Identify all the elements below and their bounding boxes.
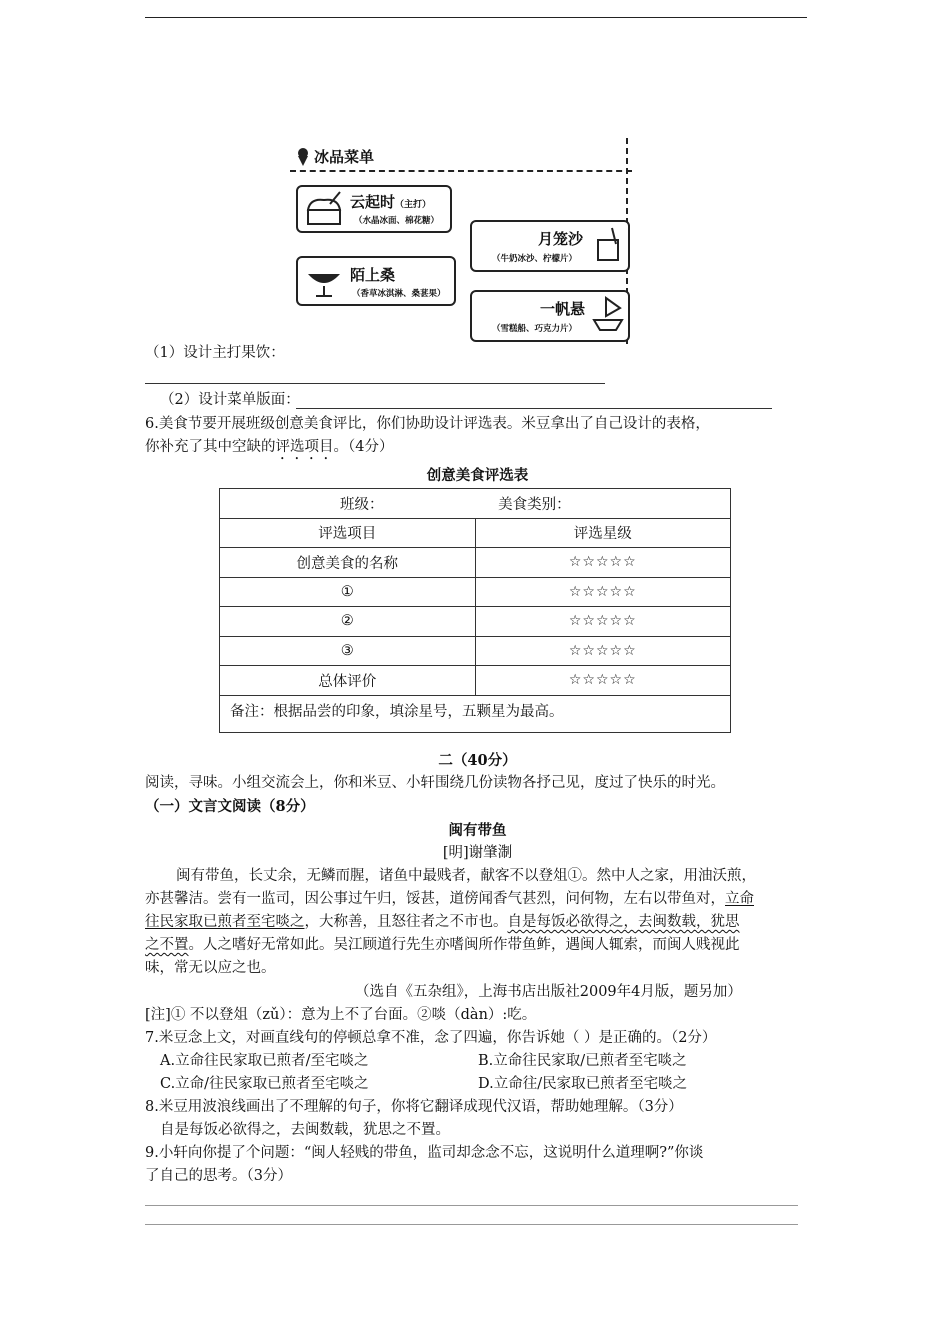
q7-option-b[interactable]: B.立命往民家取/已煎者至宅啖之 xyxy=(478,1053,687,1069)
q5-sub2: （2）设计菜单版面： xyxy=(160,392,300,408)
table-row: ③ ☆☆☆☆☆ xyxy=(220,636,731,666)
table-row: 创意美食的名称 ☆☆☆☆☆ xyxy=(220,548,731,578)
q7-option-a[interactable]: A.立命往民家取已煎者/至宅啖之 xyxy=(160,1053,369,1069)
menu-item-desc: （雪糕船、巧克力片） xyxy=(492,324,578,334)
category-label: 美食类别： xyxy=(498,496,571,513)
passage-line-4: 之不置。人之嗜好无常如此。吴江顾道行先生亦嗜闽所作带鱼鲊，遇闽人辄索，而闽人贱视此 xyxy=(145,937,740,953)
part1-title: （一）文言文阅读（8分） xyxy=(145,798,315,815)
section2-title: 二（40分） xyxy=(438,752,517,769)
menu-item-desc: （水晶冰面、棉花糖） xyxy=(354,216,440,226)
menu-card-yifanxuan xyxy=(470,290,630,342)
q5-sub1: （1）设计主打果饮： xyxy=(145,345,285,361)
q7-stem: 7.米豆念上文，对画直线句的停顿总拿不准，念了四遍，你告诉她（ ）是正确的。（2分） xyxy=(145,1030,717,1046)
menu-dash-divider xyxy=(290,170,632,172)
table-note: 备注：根据品尝的印象，填涂星号，五颗星为最高。 xyxy=(220,695,731,732)
bowl-icon xyxy=(302,190,346,228)
table-title: 创意美食评选表 xyxy=(426,467,529,484)
menu-card-moshangsang xyxy=(296,256,456,306)
table-header-row xyxy=(220,489,731,519)
passage-line-5: 味，常无以应之也。 xyxy=(145,960,276,976)
section2-intro: 阅读，寻味。小组交流会上，你和米豆、小轩围绕几份读物各抒己见，度过了快乐的时光。 xyxy=(145,775,725,791)
q6-line1: 6.美食节要开展班级创意美食评比，你们协助设计评选表。米豆拿出了自己设计的表格， xyxy=(145,416,710,432)
table-row: ② ☆☆☆☆☆ xyxy=(220,607,731,637)
straight-underline-part2: 往民家取已煎者至宅啖之 xyxy=(145,914,305,930)
answer-line-1[interactable] xyxy=(145,383,605,384)
q7-option-d[interactable]: D.立命往/民家取已煎者至宅啖之 xyxy=(478,1076,688,1092)
col-head-item: 评选项目 xyxy=(220,518,476,548)
star-rating[interactable]: ☆☆☆☆☆ xyxy=(475,548,731,578)
ice-cream-cone-icon xyxy=(296,147,310,167)
q7-option-c[interactable]: C.立命/往民家取已煎者至宅啖之 xyxy=(160,1076,369,1092)
sailboat-icon xyxy=(592,296,624,334)
passage-author: [明]谢肇淛 xyxy=(442,845,513,861)
menu-title: 冰品菜单 xyxy=(314,148,375,166)
star-rating[interactable]: ☆☆☆☆☆ xyxy=(475,666,731,696)
q9-line2: 了自己的思考。（3分） xyxy=(145,1168,292,1184)
menu-card-yunqishi xyxy=(296,185,452,233)
evaluation-table xyxy=(219,488,731,733)
menu-item-name: 一帆悬 xyxy=(540,300,586,318)
ice-menu-image xyxy=(290,138,632,344)
answer-line-3[interactable] xyxy=(145,1205,798,1206)
q6-line2: 你补充了其中空缺的评选项目。（4分） xyxy=(145,439,394,455)
menu-item-desc: （牛奶冰沙、柠檬片） xyxy=(492,254,578,264)
q8-sentence: 自是每饭必欲得之，去闽数载，犹思之不置。 xyxy=(160,1122,450,1138)
col-head-star: 评选星级 xyxy=(475,518,731,548)
top-rule xyxy=(145,17,807,18)
menu-card-yuelongsha xyxy=(470,220,630,272)
answer-line-4[interactable] xyxy=(145,1224,798,1225)
wavy-underline-part1: 自是每饭必欲得之，去闽数载，犹思 xyxy=(507,914,740,930)
q8-stem: 8.米豆用波浪线画出了不理解的句子，你将它翻译成现代汉语，帮助她理解。（3分） xyxy=(145,1099,683,1115)
star-rating[interactable]: ☆☆☆☆☆ xyxy=(475,607,731,637)
straight-underline-part1: 立命 xyxy=(725,891,754,907)
passage-title: 闽有带鱼 xyxy=(448,822,507,839)
q9-line1: 9.小轩向你提了个问题：“闽人轻贱的带鱼，监司却念念不忘，这说明什么道理啊?”你谈 xyxy=(145,1145,704,1161)
menu-item-tag: （主打） xyxy=(395,200,432,210)
menu-item-name: 月笼沙 xyxy=(538,230,584,248)
table-row: ① ☆☆☆☆☆ xyxy=(220,577,731,607)
q6-emphasis: 评选项目 xyxy=(275,439,334,455)
goblet-icon xyxy=(304,262,344,300)
class-label: 班级： xyxy=(340,496,384,513)
menu-item-desc: （香草冰淇淋、桑葚果） xyxy=(352,289,446,299)
answer-line-2[interactable] xyxy=(296,408,772,409)
menu-item-name: 云起时 xyxy=(350,193,396,211)
passage-line-2: 亦甚馨洁。尝有一监司，因公事过午归，馁甚，道傍闻香气甚烈，问何物，左右以带鱼对，立命 xyxy=(145,891,754,907)
wavy-underline-part2: 之不置 xyxy=(145,937,189,953)
passage-line-3: 往民家取已煎者至宅啖之，大称善，且怒往者之不市也。自是每饭必欲得之，去闽数载，犹思 xyxy=(145,914,740,930)
passage-source: （选自《五杂组》，上海书店出版社2009年4月版，题另加） xyxy=(355,984,742,1000)
passage-note: [注]① 不以登俎（zǔ）：意为上不了台面。②啖（dàn）:吃。 xyxy=(145,1007,537,1023)
table-row: 总体评价 ☆☆☆☆☆ xyxy=(220,666,731,696)
passage-line-1: 闽有带鱼，长丈余，无鳞而腥，诸鱼中最贱者，献客不以登俎①。然中人之家，用油沃煎， xyxy=(176,868,756,884)
star-rating[interactable]: ☆☆☆☆☆ xyxy=(475,636,731,666)
menu-item-name: 陌上桑 xyxy=(350,266,396,284)
cup-icon xyxy=(594,226,624,264)
star-rating[interactable]: ☆☆☆☆☆ xyxy=(475,577,731,607)
